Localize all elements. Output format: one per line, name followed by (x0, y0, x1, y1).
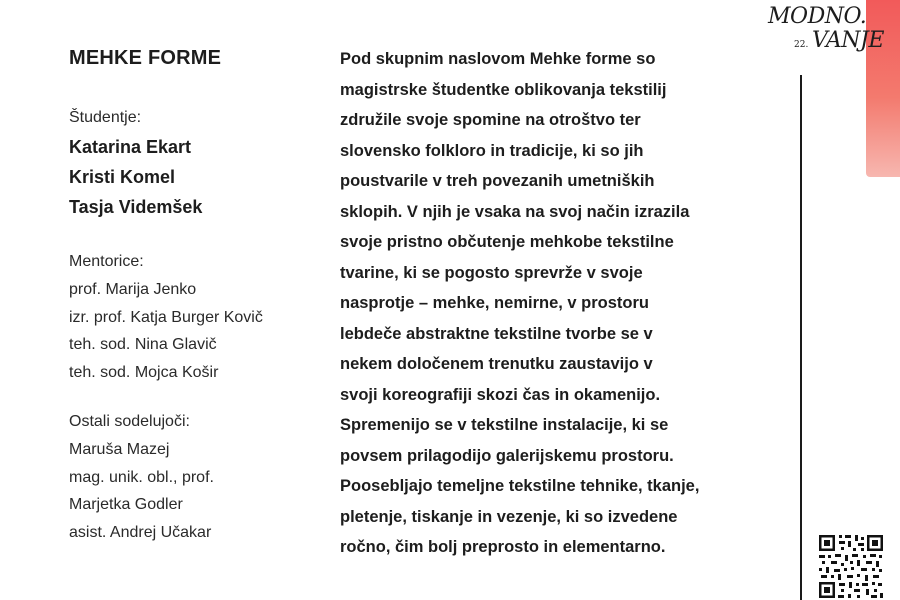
mentors-label: Mentorice: (69, 253, 144, 270)
description-line: Spremenijo se v tekstilne instalacije, ki se (340, 416, 669, 434)
description-text (340, 44, 750, 563)
logo-number: 22. (794, 40, 809, 50)
vertical-divider (800, 75, 802, 600)
description-line: nekem določenem trenutku zaustavijo v (340, 355, 653, 373)
other-contributor: Marjetka Godler (69, 496, 183, 513)
description-line: pletenje, tiskanje in vezenje, ki so izvedene (340, 507, 678, 526)
other-contributor: mag. unik. obl., prof. (69, 468, 214, 486)
other-contributor: Maruša Mazej (69, 441, 170, 458)
qr-code-icon[interactable] (817, 533, 885, 600)
mentor-name: teh. sod. Nina Glavič (69, 336, 217, 353)
description-line: slovensko folkloro in tradicije, ki so jih (340, 141, 644, 160)
other-contributor: asist. Andrej Učakar (69, 523, 212, 541)
description-line: združile svoje spomine na otroštvo ter (340, 111, 641, 129)
description-line: lebdeče abstraktne tekstilne tvorbe se v (340, 324, 653, 343)
description-line: tvarine, ki se pogosto sprevrže v svoje (340, 263, 643, 282)
description-line: svoje pristno občutenje mehkobe tekstilne (340, 233, 674, 251)
brand-logo (768, 2, 893, 56)
mentor-name: izr. prof. Katja Burger Kovič (69, 308, 263, 326)
logo-line-1: MODNO. (768, 4, 867, 29)
mentors-section (69, 250, 263, 386)
description-line: Pod skupnim naslovom Mehke forme so (340, 50, 656, 68)
description-line: Poosebljajo temeljne tekstilne tehnike, tkanje, (340, 477, 700, 495)
description-line: magistrske študentke oblikovanja tekstilij (340, 80, 667, 99)
students-section (69, 106, 202, 222)
description-line: nasprotje – mehke, nemirne, v prostoru (340, 294, 650, 312)
description-line: povsem prilagodijo galerijskemu prostoru. (340, 446, 674, 465)
page-title: MEHKE FORME (69, 47, 222, 69)
mentor-name: prof. Marija Jenko (69, 281, 197, 298)
description-line: ročno, čim bolj preprosto in elementarno. (340, 538, 666, 556)
description-line: svoji koreografiji skozi čas in okamenijo. (340, 385, 661, 404)
description-line: sklopih. V njih je vsaka na svoj način izrazila (340, 202, 690, 221)
logo-line-2: VANJE (812, 28, 884, 53)
student-name: Katarina Ekart (69, 137, 192, 157)
student-name: Tasja Videmšek (69, 197, 203, 217)
description-line: poustvarile v treh povezanih umetniških (340, 172, 655, 190)
mentor-name: teh. sod. Mojca Košir (69, 363, 219, 381)
students-label: Študentje: (69, 109, 142, 126)
others-label: Ostali sodelujoči: (69, 413, 190, 430)
others-section (69, 410, 214, 546)
student-name: Kristi Komel (69, 167, 176, 187)
